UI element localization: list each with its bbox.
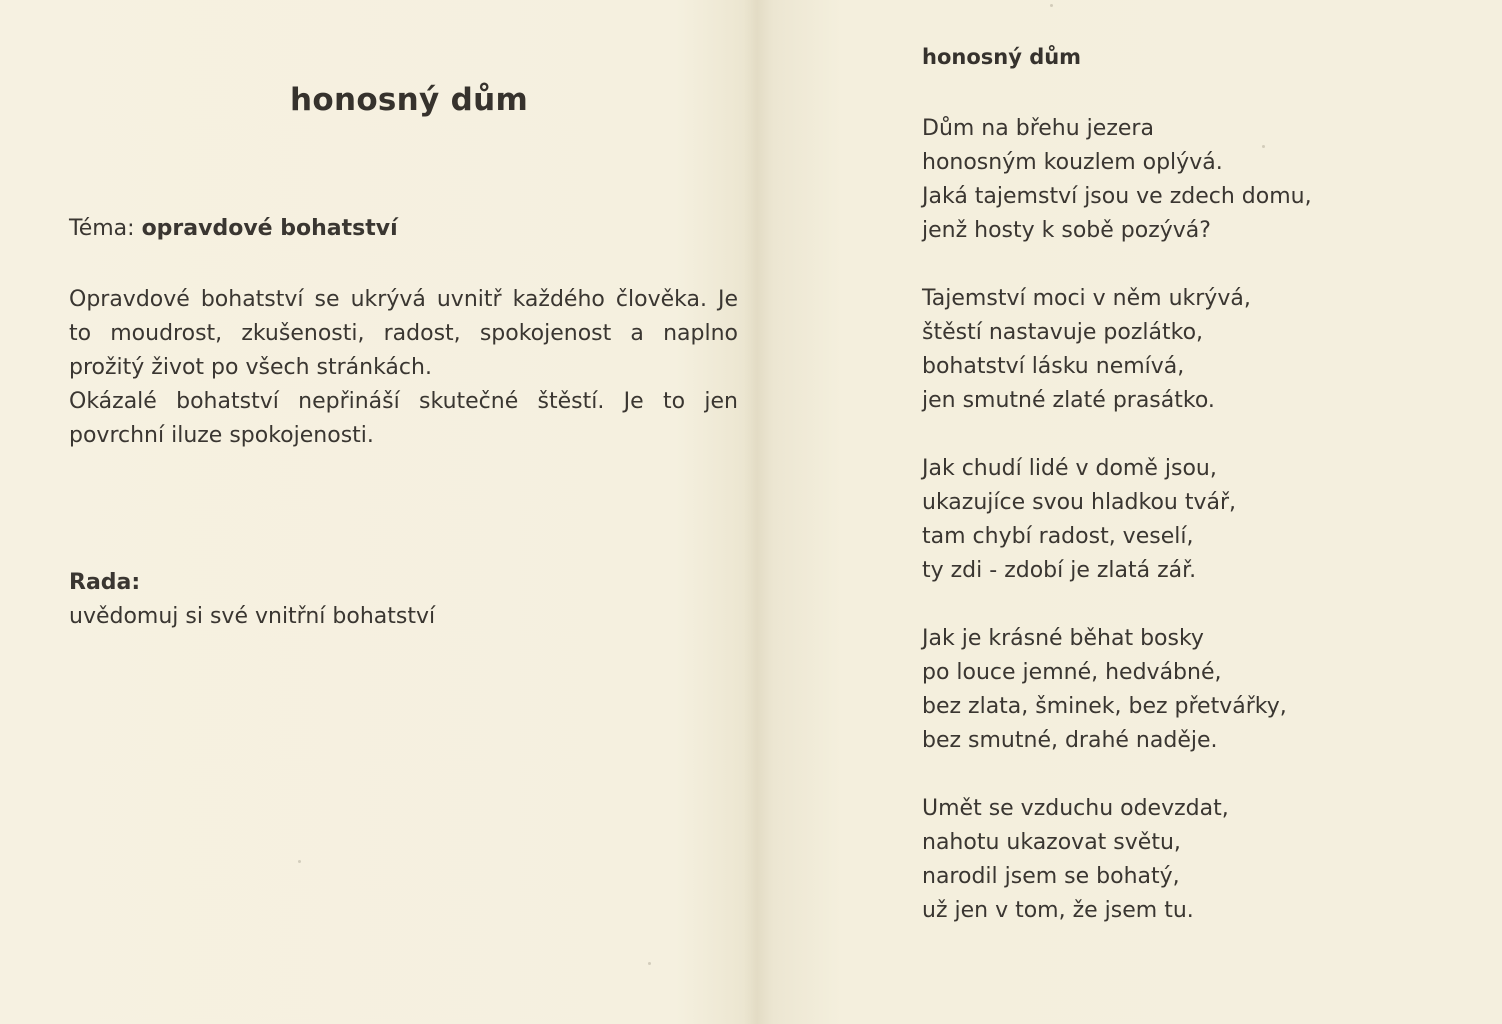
verse: Umět se vzduchu odevzdat, [922, 796, 1229, 821]
verse: Jak je krásné běhat bosky [922, 626, 1204, 651]
verse: tam chybí radost, veselí, [922, 524, 1194, 549]
essay-paragraph: Okázalé bohatství nepřináší skutečné štěstí. Je to jen povrchní iluze spokojenosti. [69, 389, 738, 448]
verse: ty zdi - zdobí je zlatá zář. [922, 558, 1197, 583]
verse: Jaká tajemství jsou ve zdech domu, [922, 184, 1312, 209]
verse: jen smutné zlaté prasátko. [922, 388, 1215, 413]
verse: ukazujíce svou hladkou tvář, [922, 490, 1237, 515]
verse: narodil jsem se bohatý, [922, 864, 1180, 889]
verse: honosným kouzlem oplývá. [922, 150, 1223, 175]
page-title: honosný dům [290, 82, 529, 118]
verse: jenž hosty k sobě pozývá? [922, 218, 1211, 243]
advice-label: Rada: [69, 570, 141, 595]
verse: štěstí nastavuje pozlátko, [922, 320, 1204, 345]
verse: Jak chudí lidé v domě jsou, [922, 456, 1217, 481]
verse: Dům na břehu jezera [922, 116, 1154, 141]
verse: Tajemství moci v něm ukrývá, [922, 286, 1251, 311]
stanza [922, 792, 1482, 928]
verse: po louce jemné, hedvábné, [922, 660, 1222, 685]
essay-text [69, 283, 738, 453]
verse: bohatství lásku nemívá, [922, 354, 1185, 379]
advice-text: uvědomuj si své vnitřní bohatství [69, 604, 436, 629]
theme-value: opravdové bohatství [141, 216, 398, 241]
verse: nahotu ukazovat světu, [922, 830, 1181, 855]
right-page [762, 0, 1502, 1024]
essay-paragraph: Opravdové bohatství se ukrývá uvnitř každého člověka. Je to moudrost, zkušenosti, radost, spokojenost a naplno prožitý život po všech stránkách. [69, 287, 738, 380]
theme-line [69, 216, 398, 241]
verse: už jen v tom, že jsem tu. [922, 898, 1194, 923]
theme-label: Téma: [69, 216, 135, 241]
stanza [922, 282, 1482, 418]
verse: bez smutné, drahé naděje. [922, 728, 1218, 753]
stanza [922, 622, 1482, 758]
stanza [922, 452, 1482, 588]
stanza [922, 112, 1482, 248]
verse: bez zlata, šminek, bez přetvářky, [922, 694, 1287, 719]
poem-title: honosný dům [922, 45, 1082, 69]
poem [922, 112, 1482, 962]
